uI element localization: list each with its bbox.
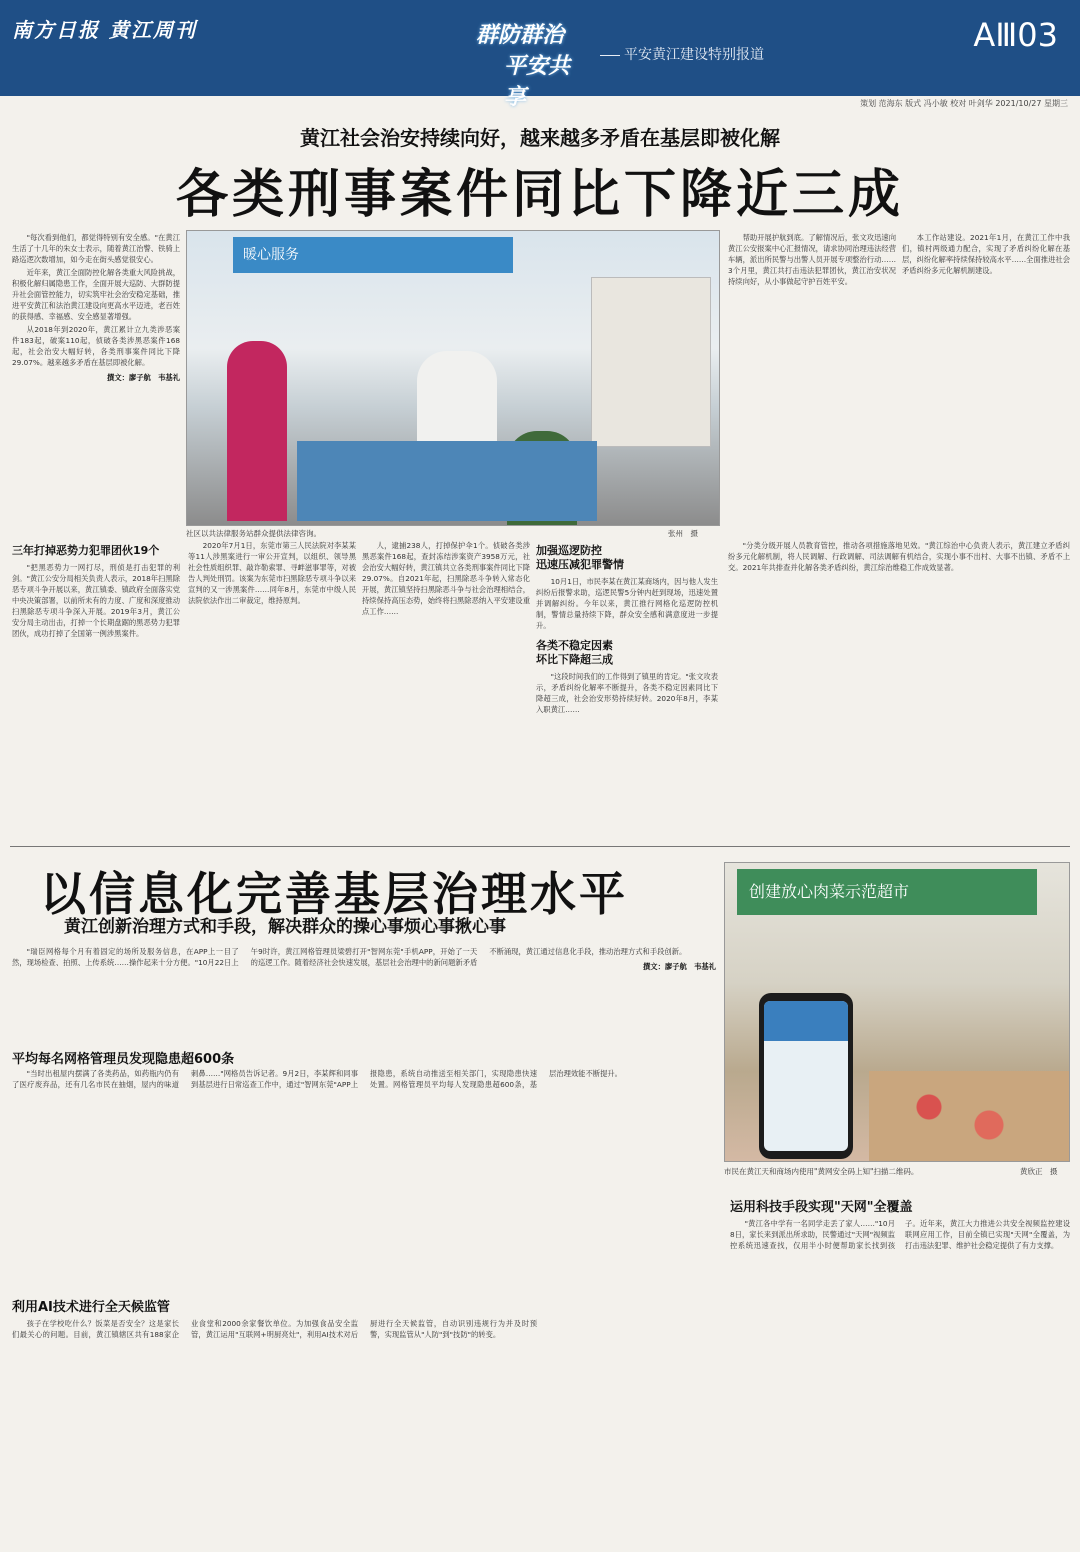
article1-column-e xyxy=(728,540,1070,830)
phone-icon xyxy=(759,993,853,1159)
article2-photo-credit: 黄欣正 摄 xyxy=(1020,1167,1058,1176)
article2-paragraph: 孩子在学校吃什么？饭菜是否安全？这是家长们最关心的问题。目前，黄江镇辖区共有188家企业食堂和2000余家餐饮单位。为加强食品安全监管，黄江运用"互联网+明厨亮灶"，利用AI技术对后厨进行全天候监管，自动识别违规行为并及时预警，实现监管从"人防"到"技防"的转变。 xyxy=(12,1319,537,1339)
article1-lead-paragraph: "每次看到他们，都觉得特别有安全感。"在黄江生活了十几年的朱女士表示，随着黄江治警、铁骑上路巡逻次数增加，如今走在街头感觉很安心。 xyxy=(12,233,180,264)
photo-fruit xyxy=(869,1071,1069,1161)
article1-lead-paragraph: 近年来，黄江全面防控化解各类重大风险挑战，积极化解归属隐患工作，全面开展大巡防、大群防提升社会面管控能力，切实筑牢社会治安稳定基础，推进平安黄江和法治黄江建设向更高水平迈进，老百姓的获得感、幸福感、安全感显著增强。 xyxy=(12,268,180,321)
article2-photo xyxy=(724,862,1070,1162)
photo-banner: 暖心服务 xyxy=(233,237,513,273)
editor-credits: 策划 范海东 版式 冯小敏 校对 叶剑华 2021/10/27 星期三 xyxy=(860,99,1068,108)
article1-subhead: 三年打掉恶势力犯罪团伙19个 xyxy=(12,544,160,557)
article1-column-c xyxy=(362,540,530,830)
photo-sign: 创建放心肉菜示范超市 xyxy=(737,869,1037,915)
article1-kicker: 黄江社会治安持续向好，越来越多矛盾在基层即被化解 xyxy=(300,126,780,150)
article2-section2 xyxy=(12,1318,716,1544)
article1-column-d xyxy=(536,540,718,830)
article2-section1 xyxy=(12,1068,716,1286)
section-title xyxy=(476,18,576,111)
article2-subhead: 运用科技手段实现"天网"全覆盖 xyxy=(730,1200,913,1215)
article1-subhead: 各类不稳定因素 坏比下降超三成 xyxy=(536,639,613,666)
article2-paragraph: "黄江各中学有一名同学走丢了家人……"10月8日，家长来到派出所求助，民警通过"天网"视频监控系统迅速查找，仅用半小时便帮助家长找到孩子。近年来，黄江大力推进公共安全视频监控建设联网应用工作，目前全镇已实现"天网"全覆盖，为打击违法犯罪、维护社会稳定提供了有力支撑。 xyxy=(730,1219,1070,1250)
article1-column-b xyxy=(188,540,356,830)
article2-lead xyxy=(12,946,716,1032)
article2-lead-paragraph: "瑞臣网格每个月有着固定的场所及服务信息，在APP上一目了然，现场检查、拍照、上传系统……操作起来十分方便。"10月22日上午9时许，黄江网格管理员梁碧打开"智网东莞"手机APP，开始了一天的巡逻工作。随着经济社会快速发展，基层社会治理中的新问题新矛盾不断涌现，黄江通过信息化手段，推动治理方式和手段创新。 xyxy=(12,947,687,967)
article1-paragraph: 本工作站建设。2021年1月，在黄江工作中我们，镇村两级通力配合，实现了矛盾纠纷化解在基层，纠纷化解率持续保持较高水平……全面推进社会矛盾纠纷多元化解机制建设。 xyxy=(902,233,1070,275)
article2-subhead: 利用AI技术进行全天候监管 xyxy=(12,1300,170,1315)
article2-subhead: 平均每名网格管理员发现隐患超600条 xyxy=(12,1052,235,1067)
phone-screen xyxy=(764,1001,848,1151)
section-subtitle: 平安黄江建设特别报道 xyxy=(600,44,764,64)
article1-paragraph: "这段时间我们的工作得到了镇里的肯定。"张文攻表示，矛盾纠纷化解率不断提升，各类不稳定因素同比下降超三成，社会治安形势持续好转。2020年8月，李某入职黄江…… xyxy=(536,672,718,714)
article1-photo-credit: 张州 摄 xyxy=(668,529,698,538)
article1-headline: 各类刑事案件同比下降近三成 xyxy=(175,164,904,225)
phone-screen-header xyxy=(764,1001,848,1041)
article2-photo-caption: 市民在黄江天和商场内使用"黄网安全码上知"扫描二维码。 xyxy=(724,1167,919,1176)
photo-shelf xyxy=(591,277,711,447)
article1-right-column xyxy=(728,232,896,528)
article1-paragraph: 帮助开展护航到底。了解情况后，张文攻迅速向黄江公安报案中心汇报情况，请求协同治理违法经营车辆，派出所民警与出警人员开展专项整治行动……3个月里，黄江共打击违法犯罪团伙，黄江治安状况持续向好，从小事做起守护百姓平安。 xyxy=(728,233,896,286)
article2-paragraph: "当时出租屋内摆满了各类药品，如药瓶内仍有了医疗废弃品，还有几名市民在抽烟，屋内的味道刺鼻……"网格员告诉记者。9月2日，李某辉和同事到基层进行日常巡查工作中，通过"智网东莞"APP上报隐患，系统自动推送至相关部门，实现隐患快速处置。网格管理员平均每人发现隐患超600条，基层治理效能不断提升。 xyxy=(12,1069,622,1089)
article1-paragraph: "分类分级开展人员教育管控，推动各项措施落地见效。"黄江综治中心负责人表示，黄江建立矛盾纠纷多元化解机制，将人民调解、行政调解、司法调解有机结合，实现小事不出村、大事不出镇、矛盾不上交。2021年共排查并化解各类矛盾纠纷，黄江综治维稳工作成效显著。 xyxy=(728,541,1070,572)
article1-paragraph: 人，逮捕238人，打掉保护伞1个。侦破各类涉黑恶案件168起，查封冻结涉案资产3958万元，社会治安大幅好转，黄江镇共立各类刑事案件同比下降29.07%。自2021年起，扫黑除恶斗争转入常态化开展，黄江镇坚持扫黑除恶斗争与社会治理相结合，持续保持高压态势，始终将扫黑除恶纳入平安建设重点工作…… xyxy=(362,541,530,616)
article1-lead-paragraph: 从2018年到2020年，黄江累计立九类涉恶案件183起，破案110起，侦破各类涉黑恶案件168起，社会治安大幅好转，各类刑事案件同比下降29.07%。越来越多矛盾在基层即被化解。 xyxy=(12,325,180,367)
article2-byline: 撰文：廖子航 韦基礼 xyxy=(643,962,716,971)
article1-column-a xyxy=(12,540,180,830)
section-title-line1: 群防群治 xyxy=(476,22,565,48)
page-number: AⅢ03 xyxy=(973,16,1058,54)
article2-section3 xyxy=(730,1218,1070,1544)
section-divider xyxy=(10,846,1070,847)
article1-byline: 撰文：廖子航 韦基礼 xyxy=(107,373,180,382)
article1-paragraph: "把黑恶势力一网打尽，刑侦是打击犯罪的利剑。"黄江公安分局相关负责人表示，2018年扫黑除恶专项斗争开展以来，黄江镇委、镇政府全面落实党中央决策部署，以前所未有的力度、广度和深度推动扫黑除恶专项斗争深入开展。2019年3月，黄江公安分局主动出击，打掉一个长期盘踞的黑恶势力犯罪团伙，成功打掉了全国第一例涉黑案件。 xyxy=(12,563,180,638)
article1-lead-column xyxy=(12,232,180,494)
photo-desk xyxy=(297,441,597,521)
article1-subhead: 加强巡逻防控 迅速压减犯罪警情 xyxy=(536,544,624,571)
article1-paragraph: 2020年7月1日，东莞市第三人民法院对李某某等11人涉黑案进行一审公开宣判，以组织、领导黑社会性质组织罪、敲诈勒索罪、寻衅滋事罪等，对被告人判处刑罚。该案为东莞市扫黑除恶专项斗争以来宣判的又一涉黑案件……同年8月，东莞市中级人民法院依法作出二审裁定，维持原判。 xyxy=(188,541,356,605)
article2-kicker: 黄江创新治理方式和手段，解决群众的操心事烦心事揪心事 xyxy=(64,917,506,937)
section-title-line2: 平安共享 xyxy=(504,53,571,110)
article1-photo-caption: 社区以共法律服务站群众提供法律咨询。 xyxy=(186,529,321,538)
photo-person xyxy=(227,341,287,521)
article2-headline: 以信息化完善基层治理水平 xyxy=(40,867,628,921)
article1-paragraph: 10月1日，市民李某在黄江某商场内，因与他人发生纠纷后报警求助，巡逻民警5分钟内赶到现场，迅速处置并调解纠纷。今年以来，黄江推行网格化巡逻防控机制，警情总量持续下降，群众安全感和满意度进一步提升。 xyxy=(536,577,718,630)
newspaper-logo: 南方日报 黄江周刊 xyxy=(12,18,197,42)
article1-far-right-column xyxy=(902,232,1070,528)
article1-photo xyxy=(186,230,720,526)
